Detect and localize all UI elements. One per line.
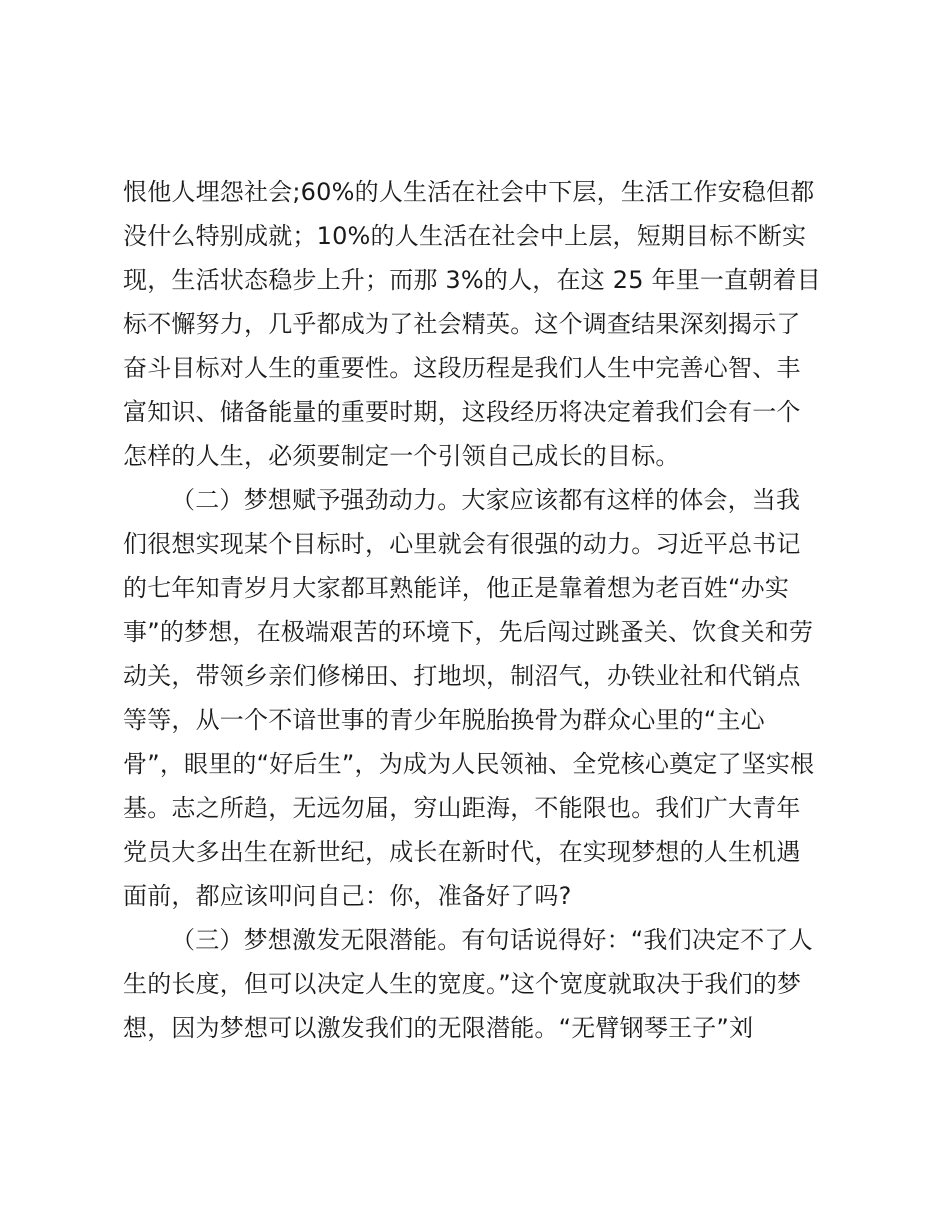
paragraph-2 xyxy=(123,478,835,918)
text-line: 标不懈努力，几乎都成为了社会精英。这个调查结果深刻揭示了 xyxy=(123,310,801,338)
text-line: 奋斗目标对人生的重要性。这段历程是我们人生中完善心智、丰 xyxy=(123,354,801,382)
text-line: 基。志之所趋，无远勿届，穷山距海，不能限也。我们广大青年 xyxy=(123,794,801,822)
text-line: 面前，都应该叩问自己：你，准备好了吗? xyxy=(123,882,572,910)
text-line: 动关，带领乡亲们修梯田、打地坝，制沼气，办铁业社和代销点 xyxy=(123,662,801,690)
text-line: 的七年知青岁月大家都耳熟能详，他正是靠着想为老百姓“办实 xyxy=(123,574,790,602)
paragraph-heading-line: （二）梦想赋予强劲动力。大家应该都有这样的体会，当我 xyxy=(171,486,801,514)
text-line: 富知识、储备能量的重要时期，这段经历将决定着我们会有一个 xyxy=(123,398,801,426)
text-line: 没什么特别成就；10%的人生活在社会中上层，短期目标不断实 xyxy=(123,222,807,250)
text-line: 等等，从一个不谙世事的青少年脱胎换骨为群众心里的“主心 xyxy=(123,706,765,734)
text-line: 想，因为梦想可以激发我们的无限潜能。“无臂钢琴王子”刘 xyxy=(123,1014,754,1042)
paragraph-heading-line: （三）梦想激发无限潜能。有句话说得好：“我们决定不了人 xyxy=(171,926,813,954)
text-line: 怎样的人生，必须要制定一个引领自己成长的目标。 xyxy=(123,442,680,470)
document-body xyxy=(123,170,835,1050)
paragraph-1 xyxy=(123,170,835,478)
text-line: 们很想实现某个目标时，心里就会有很强的动力。习近平总书记 xyxy=(123,530,801,558)
text-line: 事”的梦想，在极端艰苦的环境下，先后闯过跳蚤关、饮食关和劳 xyxy=(123,618,814,646)
paragraph-3 xyxy=(123,918,835,1050)
text-line: 现，生活状态稳步上升；而那 3%的人，在这 25 年里一直朝着目 xyxy=(123,266,821,294)
text-line: 生的长度，但可以决定人生的宽度。”这个宽度就取决于我们的梦 xyxy=(123,970,802,998)
text-line: 骨”，眼里的“好后生”，为成为人民领袖、全党核心奠定了坚实根 xyxy=(123,750,815,778)
text-line: 党员大多出生在新世纪，成长在新时代，在实现梦想的人生机遇 xyxy=(123,838,801,866)
text-line: 恨他人埋怨社会;60%的人生活在社会中下层，生活工作安稳但都 xyxy=(123,178,815,206)
